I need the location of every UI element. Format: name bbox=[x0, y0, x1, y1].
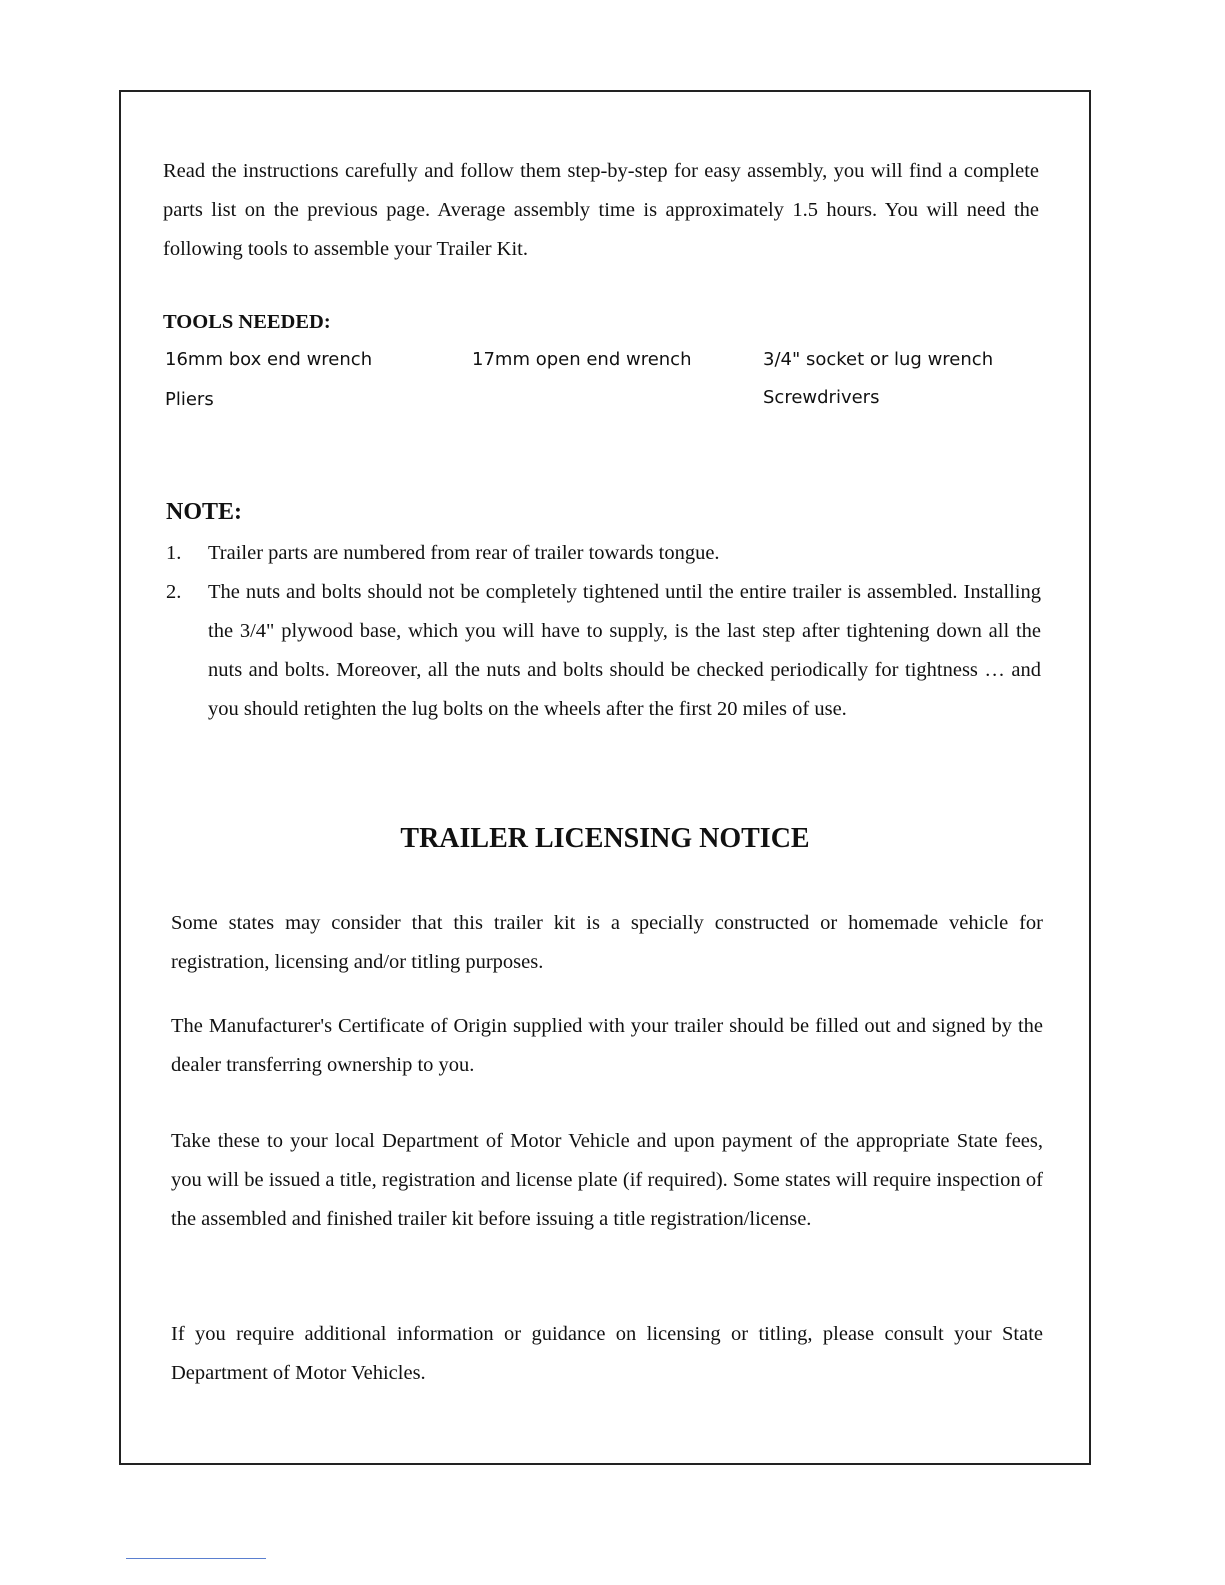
tool-item: Screwdrivers bbox=[763, 387, 880, 408]
licensing-paragraph: Some states may consider that this trailer kit is a specially constructed or homemade vehicle for registration, licensing and/or titling purposes. bbox=[171, 912, 1043, 973]
intro-paragraph: Read the instructions carefully and follow them step-by-step for easy assembly, you will find a complete parts list on the previous page. Average assembly time is approximately 1.5 hours. You will need the following tools to assemble your Trailer Kit. bbox=[163, 160, 1039, 260]
licensing-paragraph: Take these to your local Department of Motor Vehicle and upon payment of the appropriate State fees, you will be issued a title, registration and license plate (if required). Some states will require inspection of the assembled and finished trailer kit before issuing a title registration/license. bbox=[171, 1130, 1043, 1230]
licensing-paragraph: The Manufacturer's Certificate of Origin supplied with your trailer should be filled out and signed by the dealer transferring ownership to you. bbox=[171, 1015, 1043, 1076]
tool-item: Pliers bbox=[165, 389, 214, 410]
note-text: Trailer parts are numbered from rear of trailer towards tongue. bbox=[208, 542, 720, 564]
tool-item: 3/4" socket or lug wrench bbox=[763, 349, 994, 370]
note-text: The nuts and bolts should not be completely tightened until the entire trailer is assembled. Installing the 3/4" plywood base, which you will have to supply, is the last step after tightening down all the nuts and bolts. Moreover, all the nuts and bolts should be checked periodically for tightness … and you should retighten the lug bolts on the wheels after the first 20 miles of use. bbox=[208, 581, 1041, 720]
licensing-notice-title: TRAILER LICENSING NOTICE bbox=[400, 823, 810, 854]
note-list bbox=[166, 534, 1041, 729]
tools-heading: TOOLS NEEDED: bbox=[163, 311, 331, 333]
note-item bbox=[166, 534, 1041, 573]
note-heading: NOTE: bbox=[166, 499, 243, 525]
licensing-paragraph: If you require additional information or guidance on licensing or titling, please consult your State Department of Motor Vehicles. bbox=[171, 1323, 1043, 1384]
page-border bbox=[119, 90, 1091, 1465]
note-number: 1. bbox=[166, 542, 182, 564]
note-item bbox=[166, 573, 1041, 729]
footer-rule bbox=[126, 1558, 266, 1559]
tool-item: 17mm open end wrench bbox=[472, 349, 692, 370]
note-number: 2. bbox=[166, 581, 182, 603]
tool-item: 16mm box end wrench bbox=[165, 349, 373, 370]
